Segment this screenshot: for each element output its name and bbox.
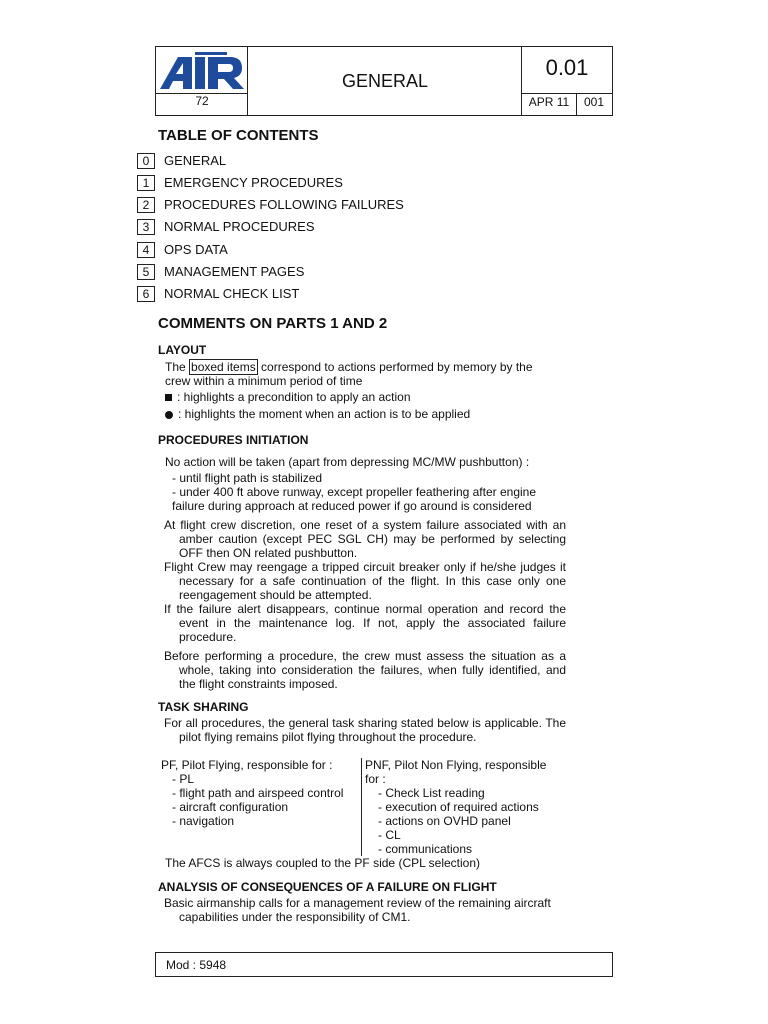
toc-heading: TABLE OF CONTENTS xyxy=(158,127,319,144)
pf-item: - PL xyxy=(172,772,195,786)
initiation-bullet-cont: failure during approach at reduced power if go around is considered xyxy=(172,499,532,513)
comments-heading: COMMENTS ON PARTS 1 AND 2 xyxy=(158,315,388,332)
dot-bullet-icon xyxy=(165,411,173,419)
header-divider xyxy=(521,93,613,94)
toc-number: 6 xyxy=(137,286,155,302)
layout-line-1: The boxed items correspond to actions performed by memory by the xyxy=(165,360,533,374)
pf-item: - aircraft configuration xyxy=(172,800,289,814)
pnf-item: - CL xyxy=(378,828,401,842)
initiation-bullet: - until flight path is stabilized xyxy=(172,471,323,485)
toc-number: 5 xyxy=(137,264,155,280)
toc-label: EMERGENCY PROCEDURES xyxy=(164,175,343,190)
toc-label: OPS DATA xyxy=(164,242,228,257)
task-sharing-heading: TASK SHARING xyxy=(158,700,249,714)
toc-label: GENERAL xyxy=(164,153,227,168)
analysis-heading: ANALYSIS OF CONSEQUENCES OF A FAILURE ON FLIGHT xyxy=(158,880,497,894)
pf-item: - flight path and airspeed control xyxy=(172,786,344,800)
pnf-item: - communications xyxy=(378,842,473,856)
atr-logo xyxy=(158,49,246,93)
initiation-intro: No action will be taken (apart from depressing MC/MW pushbutton) : xyxy=(165,455,530,469)
pnf-item: - Check List reading xyxy=(378,786,485,800)
revision-date: APR 11 xyxy=(528,95,570,109)
analysis-text: Basic airmanship calls for a management review of the remaining aircraft capabilities under the responsibility of CM1. xyxy=(164,896,551,924)
square-bullet-icon xyxy=(165,394,172,401)
toc-number: 1 xyxy=(137,175,155,191)
page-number: 0.01 xyxy=(545,55,589,80)
initiation-paragraph: If the failure alert disappears, continue normal operation and record the event in the maintenance log. If not, apply the associated failure procedure. xyxy=(164,602,566,644)
layout-heading: LAYOUT xyxy=(158,343,207,357)
initiation-paragraph: At flight crew discretion, one reset of a system failure associated with an amber caution (except PEC SGL CH) may be performed by selecting OFF then ON related pushbutton. xyxy=(164,518,566,560)
initiation-heading: PROCEDURES INITIATION xyxy=(158,433,309,447)
toc-label: MANAGEMENT PAGES xyxy=(164,264,305,279)
initiation-paragraph: Flight Crew may reengage a tripped circuit breaker only if he/she judges it necessary for a safe continuation of the flight. In this case only one reengagement should be attempted. xyxy=(164,560,566,602)
pnf-item: - actions on OVHD panel xyxy=(378,814,511,828)
toc-label: NORMAL PROCEDURES xyxy=(164,219,315,234)
pnf-title: PNF, Pilot Non Flying, responsible xyxy=(365,758,547,772)
toc-number: 3 xyxy=(137,219,155,235)
toc-number: 2 xyxy=(137,197,155,213)
toc-label: NORMAL CHECK LIST xyxy=(164,286,300,301)
square-note: : highlights a precondition to apply an action xyxy=(165,390,411,404)
initiation-bullet: - under 400 ft above runway, except propeller feathering after engine xyxy=(172,485,537,499)
dot-note: : highlights the moment when an action is to be applied xyxy=(165,407,470,421)
aircraft-model: 72 xyxy=(195,94,209,108)
pf-item: - navigation xyxy=(172,814,235,828)
page-footer xyxy=(155,952,613,977)
mod-number: Mod : 5948 xyxy=(166,958,227,972)
revision-number: 001 xyxy=(583,95,605,109)
task-sharing-intro: For all procedures, the general task sharing stated below is applicable. The pilot flying remains pilot flying throughout the procedure. xyxy=(164,716,566,744)
pf-title: PF, Pilot Flying, responsible for : xyxy=(161,758,333,772)
initiation-paragraph: Before performing a procedure, the crew must assess the situation as a whole, taking into consideration the failures, when fully identified, and the flight constraints imposed. xyxy=(164,649,566,691)
toc-label: PROCEDURES FOLLOWING FAILURES xyxy=(164,197,404,212)
boxed-items-example: boxed items xyxy=(191,360,256,374)
layout-line-2: crew within a minimum period of time xyxy=(165,374,363,388)
page-header xyxy=(155,46,613,116)
toc-number: 4 xyxy=(137,242,155,258)
pnf-item: - execution of required actions xyxy=(378,800,539,814)
pnf-title-cont: for : xyxy=(365,772,386,786)
afcs-note: The AFCS is always coupled to the PF side (CPL selection) xyxy=(165,856,481,870)
task-sharing-divider xyxy=(361,758,362,856)
toc-number: 0 xyxy=(137,153,155,169)
page-title: GENERAL xyxy=(341,71,429,91)
